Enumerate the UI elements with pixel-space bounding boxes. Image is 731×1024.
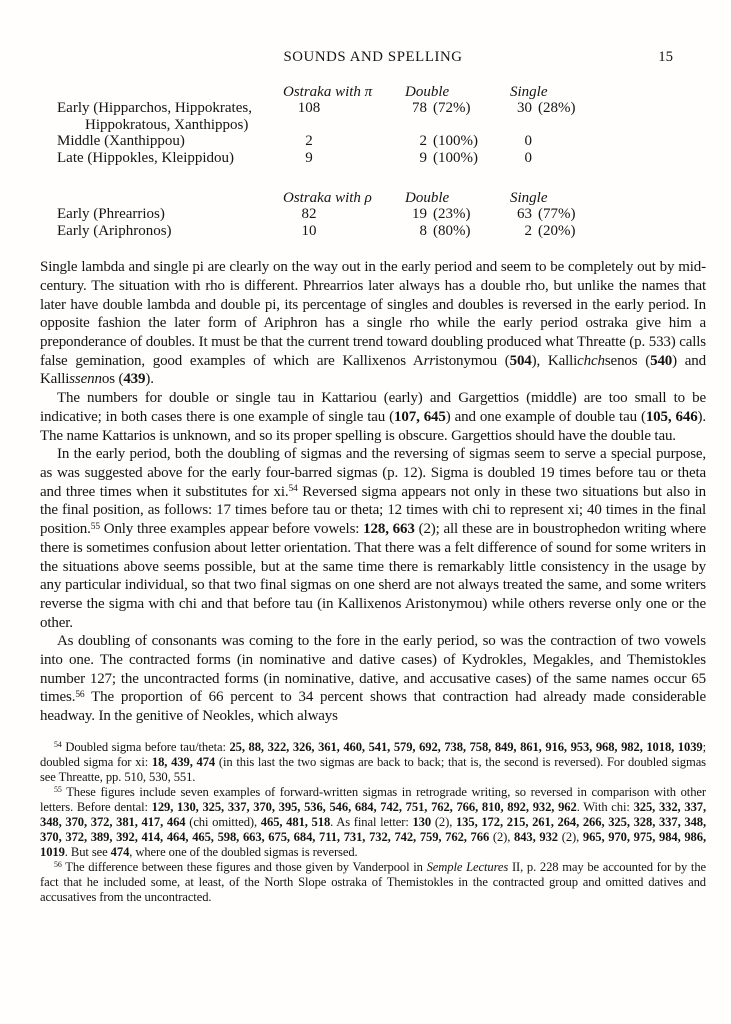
cell-ostraka-count: 10 (301, 222, 317, 239)
body-paragraph: In the early period, both the doubling of sigmas and the reversing of sigmas seem to serve a special purpose, as was suggested above for the early four-barred sigmas (p. 12). Sigma is doubled 19 times before tau or theta and three times when it substitutes for xi.$^{54}$ Reversed sigma appears not only in these two situations but also in the final position, as follows: 17 times before tau or theta; 12 times with chi to represent xi; 40 times in the final position.$^{55}$ Only three examples appear before vowels: 128, 663 (2); all these are in boustrophedon writing where there is sometimes confusion about letter orientation. That there was a felt difference of sound for some writers in the situations above seems possible, but at the same time there is remarkably little consistency in the usage by any particular individual, so that two final sigmas on one sherd are not always treated the same, and some writers reverse the sigma with chi and that before tau (in Kallixenos Aristonymou) while others reverse only one or the other. (40, 446, 706, 631)
cell-double: 19 (23%) (412, 206, 471, 223)
table-row (40, 150, 706, 166)
row-label: Late (Hippokles, Kleippidou) (57, 149, 235, 166)
body-paragraph: The numbers for double or single tau in Kattariou (early) and Gargettios (middle) are too small to be indicative; in both cases there is one example of single tau (107, 645) and one example of double tau (105, 646). The name Kattarios is unknown, and so its proper spelling is obscure. Gargettios should have the double tau. (40, 390, 706, 444)
row-label: Middle (Xanthippou) (57, 133, 185, 150)
row-label: Early (Hipparchos, Hippokrates, Hippokratous, Xanthippos) (57, 100, 252, 133)
footnotes (40, 740, 706, 905)
column-header-blank (40, 84, 283, 100)
cell-single: 2 (20%) (524, 222, 576, 239)
cell-double: 9 (100%) (419, 149, 478, 166)
column-header-blank (40, 190, 283, 206)
cell-double: 8 (80%) (419, 222, 471, 239)
row-label: Early (Ariphronos) (57, 222, 172, 239)
cell-ostraka-count: 82 (301, 206, 317, 223)
page-title: SOUNDS AND SPELLING (283, 49, 463, 65)
cell-single: 63 (77%) (517, 206, 576, 223)
cell-ostraka-count: 2 (305, 133, 313, 150)
table-row (40, 206, 706, 222)
footnote-54: $^{54}$ Doubled sigma before tau/theta: 25, 88, 322, 326, 361, 460, 541, 579, 692, 738, 758, 849, 861, 916, 953, 968, 982, 1018, 1039; doubled sigma for xi: 18, 439, 474 (in this last the two sigmas are back to back; that is, the second is reversed). For doubled sigmas see Threatte, pp. 510, 530, 551. (40, 739, 706, 784)
ostraka-pi-table (40, 84, 706, 166)
row-label: Early (Phrearrios) (57, 206, 165, 223)
cell-double: 2 (100%) (419, 133, 478, 150)
body-paragraph: Single lambda and single pi are clearly on the way out in the early period and seem to be completely out by mid-century. The situation with rho is different. Phrearrios later always has a double rho, but unlike the names that later have double lambda and double pi, its percentage of singles and doubles is reversed in the early period. In opposite fashion the later form of Ariphron has a single rho while the early period ostraka give him a preponderance of doubles. It must be that the current trend toward doubling produced what Threatte (p. 533) calls false gemination, good examples of which are Kallixenos Arristonymou (504), Kallichchsenos (540) and Kallissennos (439). (40, 259, 706, 388)
column-header-single: Single (510, 190, 548, 207)
column-header-double: Double (405, 84, 450, 100)
table-row (40, 100, 706, 133)
body-text (40, 258, 706, 726)
cell-ostraka-count: 108 (297, 100, 321, 117)
column-header-double: Double (405, 190, 450, 207)
ostraka-rho-table (40, 190, 706, 239)
cell-double: 78 (72%) (412, 100, 471, 117)
table-row (40, 223, 706, 239)
table-header-row (40, 190, 706, 206)
cell-single: 0 (524, 149, 532, 166)
page-number: 15 (658, 49, 673, 65)
column-header-single: Single (510, 84, 548, 100)
column-header-ostraka-pi: Ostraka with π (283, 84, 373, 100)
cell-ostraka-count: 9 (305, 149, 313, 166)
page-header (40, 49, 706, 65)
cell-single: 0 (524, 133, 532, 150)
footnote-56: $^{56}$ The difference between these figures and those given by Vanderpool in Semple Lectures II, p. 228 may be accounted for by the fact that he included some, at least, of the North Slope ostraka of Themistokles in the contracted group and omitted datives and accusatives from the uncontracted. (40, 859, 706, 904)
column-header-ostraka-rho: Ostraka with ρ (283, 190, 372, 207)
body-paragraph: As doubling of consonants was coming to the fore in the early period, so was the contraction of two vowels into one. The contracted forms (in nominative and dative cases) of Kydrokles, Megakles, and Themistokles number 127; the uncontracted forms (in nominative, dative, and accusative cases) of the same names occur 65 times.$^{56}$ The proportion of 66 percent to 34 percent shows that contraction had already made considerable headway. In the genitive of Neokles, which always (40, 633, 706, 725)
footnote-55: $^{55}$ These figures include seven examples of forward-written sigmas in retrograde writing, so reversed in comparison with other letters. Before dental: 129, 130, 325, 337, 370, 395, 536, 546, 684, 742, 751, 762, 766, 810, 892, 932, 962. With chi: 325, 332, 337, 348, 370, 372, 381, 417, 464 (chi omitted), 465, 481, 518. As final letter: 130 (2), 135, 172, 215, 261, 264, 266, 325, 328, 337, 348, 370, 372, 389, 392, 414, 464, 465, 598, 663, 675, 684, 711, 731, 732, 742, 759, 762, 766 (2), 843, 932 (2), 965, 970, 975, 984, 986, 1019. But see 474, where one of the doubled sigmas is reversed. (40, 784, 707, 859)
table-header-row (40, 84, 706, 100)
cell-single: 30 (28%) (517, 100, 576, 117)
table-row (40, 133, 706, 149)
